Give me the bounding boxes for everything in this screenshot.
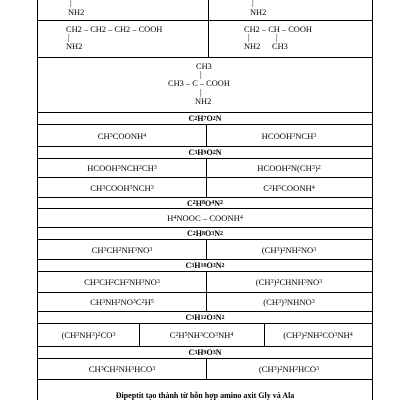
compound-row bbox=[38, 240, 372, 260]
formula-header-row bbox=[38, 228, 372, 240]
column-divider bbox=[206, 272, 207, 292]
column-divider bbox=[208, 0, 209, 57]
compound-formula: H 4 NOOC – COONH 4 bbox=[167, 213, 243, 223]
formula-header-row bbox=[38, 260, 372, 272]
column-divider bbox=[206, 293, 207, 311]
column-divider bbox=[206, 125, 207, 146]
bond-line: | bbox=[252, 0, 254, 7]
amine-label: NH2 bbox=[68, 8, 85, 17]
compound-formula: (CH 3 ) 2 NH 2 NO 3 bbox=[261, 244, 317, 255]
column-divider bbox=[206, 178, 207, 197]
molecular-formula: C 3 H 12 O 3 N 2 bbox=[185, 313, 225, 322]
compound-formula: CH 3 COONH 4 bbox=[97, 130, 147, 141]
formula-header-row bbox=[38, 147, 372, 159]
compound-formula: (CH 3 ) 3 NHNO 3 bbox=[263, 297, 315, 307]
compound-formula: CH 3 CH 2 CH 2 NH 3 NO 3 bbox=[84, 277, 160, 287]
column-divider bbox=[139, 324, 140, 346]
chemistry-table bbox=[37, 0, 373, 400]
row-branched-structure bbox=[38, 58, 372, 113]
bond-line: | bbox=[276, 33, 278, 42]
molecular-formula: C 3 H 9 O 3 N bbox=[188, 348, 222, 357]
bond-line: | bbox=[70, 0, 72, 7]
methyl-label: CH3 bbox=[196, 62, 212, 71]
molecular-formula: C 2 H 8 O 3 N 2 bbox=[186, 229, 224, 238]
column-divider bbox=[206, 359, 207, 379]
column-divider bbox=[206, 240, 207, 259]
formula-header-row bbox=[38, 312, 372, 324]
compound-formula: CH 3 CH 2 NH 3 NO 3 bbox=[91, 244, 153, 255]
molecular-formula: C 3 H 9 O 2 N bbox=[188, 148, 222, 157]
compound-formula: (CH 3 NH 3 ) 2 CO 3 bbox=[61, 330, 116, 340]
molecular-formula: C 2 H 8 O 4 N 2 bbox=[186, 198, 224, 208]
compound-row bbox=[38, 209, 372, 228]
amine-label: NH2 bbox=[66, 42, 83, 51]
compound-row bbox=[38, 359, 372, 380]
compound-formula: HCOOH 2 N(CH 3 ) 2 bbox=[257, 163, 321, 173]
bond-line: | bbox=[68, 33, 70, 42]
column-divider bbox=[206, 159, 207, 177]
compound-row bbox=[38, 324, 372, 347]
amine-label: NH2 bbox=[250, 8, 267, 17]
compound-formula: (CH 3 ) 2 CHNH 3 NO 3 bbox=[255, 277, 323, 287]
compound-formula: C 2 H 5 COONH 4 bbox=[263, 182, 315, 193]
bond-line: | bbox=[200, 88, 202, 97]
compound-formula: CH 3 NH 2 NO 3 C 2 H 5 bbox=[90, 297, 154, 307]
amine-label: NH2 bbox=[244, 42, 261, 51]
chain-formula: CH2 – CH2 – CH2 – COOH bbox=[66, 25, 163, 34]
molecular-formula: C 2 H 7 O 2 N bbox=[188, 114, 222, 123]
footer-text: Đipeptit tạo thành từ hỗn hợp amino axit Gly và Ala bbox=[115, 390, 295, 400]
compound-row bbox=[38, 178, 372, 198]
compound-formula: (CH 3 ) 2 NH 2 CO 3 NH 4 bbox=[283, 330, 353, 340]
divider bbox=[38, 20, 208, 21]
compound-formula: HCOOH 3 NCH 2 CH 3 bbox=[87, 163, 157, 173]
bond-line: | bbox=[200, 70, 202, 79]
compound-row bbox=[38, 159, 372, 178]
formula-header-row bbox=[38, 198, 372, 209]
molecular-formula: C 3 H 10 O 3 N 2 bbox=[185, 261, 225, 270]
methyl-label: CH3 bbox=[272, 42, 288, 51]
compound-formula: HCOOH 3 NCH 3 bbox=[261, 130, 317, 141]
compound-formula: CH 3 COOH 3 NCH 3 bbox=[90, 182, 154, 193]
compound-formula: CH 3 CH 2 NH 3 HCO 3 bbox=[88, 364, 156, 374]
chain-formula: CH2 – CH – COOH bbox=[244, 25, 312, 34]
compound-row bbox=[38, 125, 372, 147]
compound-formula: (CH 3 ) 2 NH 2 HCO 3 bbox=[258, 364, 320, 374]
chain-formula: CH3 – C – COOH bbox=[168, 79, 230, 88]
column-divider bbox=[264, 324, 265, 346]
row-top-structures bbox=[38, 0, 372, 58]
compound-row bbox=[38, 293, 372, 312]
compound-row bbox=[38, 272, 372, 293]
amine-label: NH2 bbox=[195, 97, 212, 106]
bond-line: | bbox=[248, 33, 250, 42]
compound-formula: C 2 H 5 NH 3 CO 3 NH 4 bbox=[169, 330, 234, 340]
formula-header-row bbox=[38, 347, 372, 359]
formula-header-row bbox=[38, 113, 372, 125]
divider bbox=[208, 20, 372, 21]
